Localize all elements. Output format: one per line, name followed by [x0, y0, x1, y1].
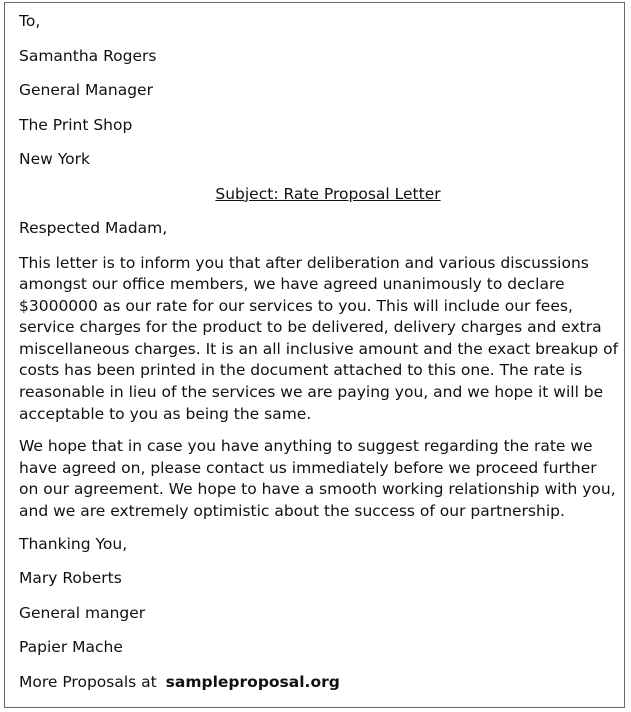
- footer: [19, 672, 619, 693]
- closing: Thanking You,: [19, 534, 128, 553]
- recipient-city: New York: [19, 150, 90, 168]
- recipient-name: Samantha Rogers: [19, 46, 157, 65]
- sender-name: Mary Roberts: [19, 569, 122, 588]
- to-line: To,: [19, 12, 41, 30]
- letter-body: [19, 11, 619, 693]
- footer-label: More Proposals at: [19, 672, 157, 691]
- recipient-title: General Manager: [19, 81, 153, 99]
- footer-site-link[interactable]: sampleproposal.org: [165, 672, 340, 691]
- sender-company: Papier Mache: [19, 638, 123, 657]
- recipient-company: The Print Shop: [19, 115, 133, 134]
- body-paragraph-2: We hope that in case you have anything to suggest regarding the rate we have agreed on, please contact us immediately before we proceed further on our agreement. We hope to have a smooth working relationship with you, and we are extremely optimistic about the success of our partnership.: [19, 437, 616, 521]
- body-paragraph-1: This letter is to inform you that after deliberation and various discussions amongst our office members, we have agreed unanimously to declare $3000000 as our rate for our services to you. This will include our fees, service charges for the product to be delivered, delivery charges and extra miscellaneous charges. It is an all inclusive amount and the exact breakup of costs has been printed in the document attached to this one. The rate is reasonable in lieu of the services we are paying you, and we hope it will be acceptable to you as being the same.: [19, 253, 619, 423]
- sender-title: General manger: [19, 603, 146, 622]
- greeting: Respected Madam,: [19, 219, 168, 237]
- subject-line: Subject: Rate Proposal Letter: [215, 184, 441, 203]
